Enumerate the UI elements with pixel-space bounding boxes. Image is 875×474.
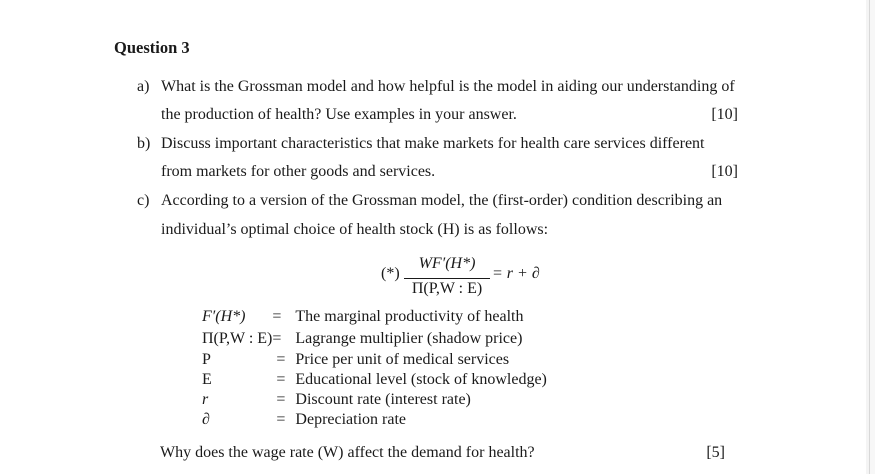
question-heading: Question 3 [114, 38, 190, 57]
equation-rhs: = r + ∂ [492, 265, 540, 282]
final-question-text: Why does the wage rate (W) affect the demand for health? [160, 444, 535, 461]
part-b-line-1: Discuss important characteristics that make markets for health care services different [161, 135, 705, 152]
part-b-label: b) [137, 135, 151, 152]
definition-meaning: Depreciation rate [295, 411, 407, 428]
definition-separator: = [276, 411, 286, 428]
definition-symbol: ∂ [202, 411, 210, 428]
equation-tag: (*) [381, 265, 400, 282]
definitions-table [202, 305, 547, 430]
part-b-line-2: from markets for other goods and services. [161, 163, 436, 180]
equation-fraction [404, 255, 490, 301]
definition-row [202, 370, 547, 390]
final-question-marks: [5] [706, 444, 725, 461]
part-c-line-1: According to a version of the Grossman model, the (first-order) condition describing an [161, 192, 723, 209]
definition-symbol: Π(P,W : E) [202, 330, 273, 347]
page-edge [866, 0, 875, 474]
definition-meaning: The marginal productivity of health [295, 307, 524, 325]
definition-separator: = [276, 391, 286, 408]
definitions-list [202, 305, 547, 430]
definition-separator: = [272, 330, 282, 347]
part-a-label: a) [137, 78, 150, 95]
definition-meaning: Educational level (stock of knowledge) [295, 371, 547, 388]
definition-meaning: Price per unit of medical services [295, 351, 510, 368]
definition-symbol: r [202, 391, 209, 408]
definition-symbol: E [202, 371, 212, 388]
part-b-marks: [10] [711, 163, 738, 180]
definition-separator: = [272, 307, 282, 325]
part-c-line-2: individual’s optimal choice of health stock (H) is as follows: [161, 221, 549, 238]
part-c-label: c) [137, 192, 150, 209]
definition-symbol: P [202, 351, 211, 368]
part-a-line-2: the production of health? Use examples in your answer. [161, 106, 517, 123]
definition-meaning: Discount rate (interest rate) [295, 391, 471, 408]
part-a-line-1: What is the Grossman model and how helpful is the model in aiding our understanding of [161, 78, 735, 95]
equation-numerator: WF′(H*) [418, 255, 476, 272]
part-a-marks: [10] [711, 106, 738, 123]
definition-row [202, 390, 547, 410]
definition-row [202, 328, 547, 350]
equation-denominator: Π(P,W : E) [411, 280, 483, 297]
definition-symbol: F′(H*) [202, 307, 246, 325]
definition-row [202, 410, 547, 430]
definition-row [202, 305, 547, 328]
definition-row [202, 350, 547, 370]
definition-meaning: Lagrange multiplier (shadow price) [295, 330, 523, 347]
fraction-bar [404, 278, 490, 279]
definition-separator: = [276, 371, 286, 388]
definition-separator: = [276, 351, 286, 368]
